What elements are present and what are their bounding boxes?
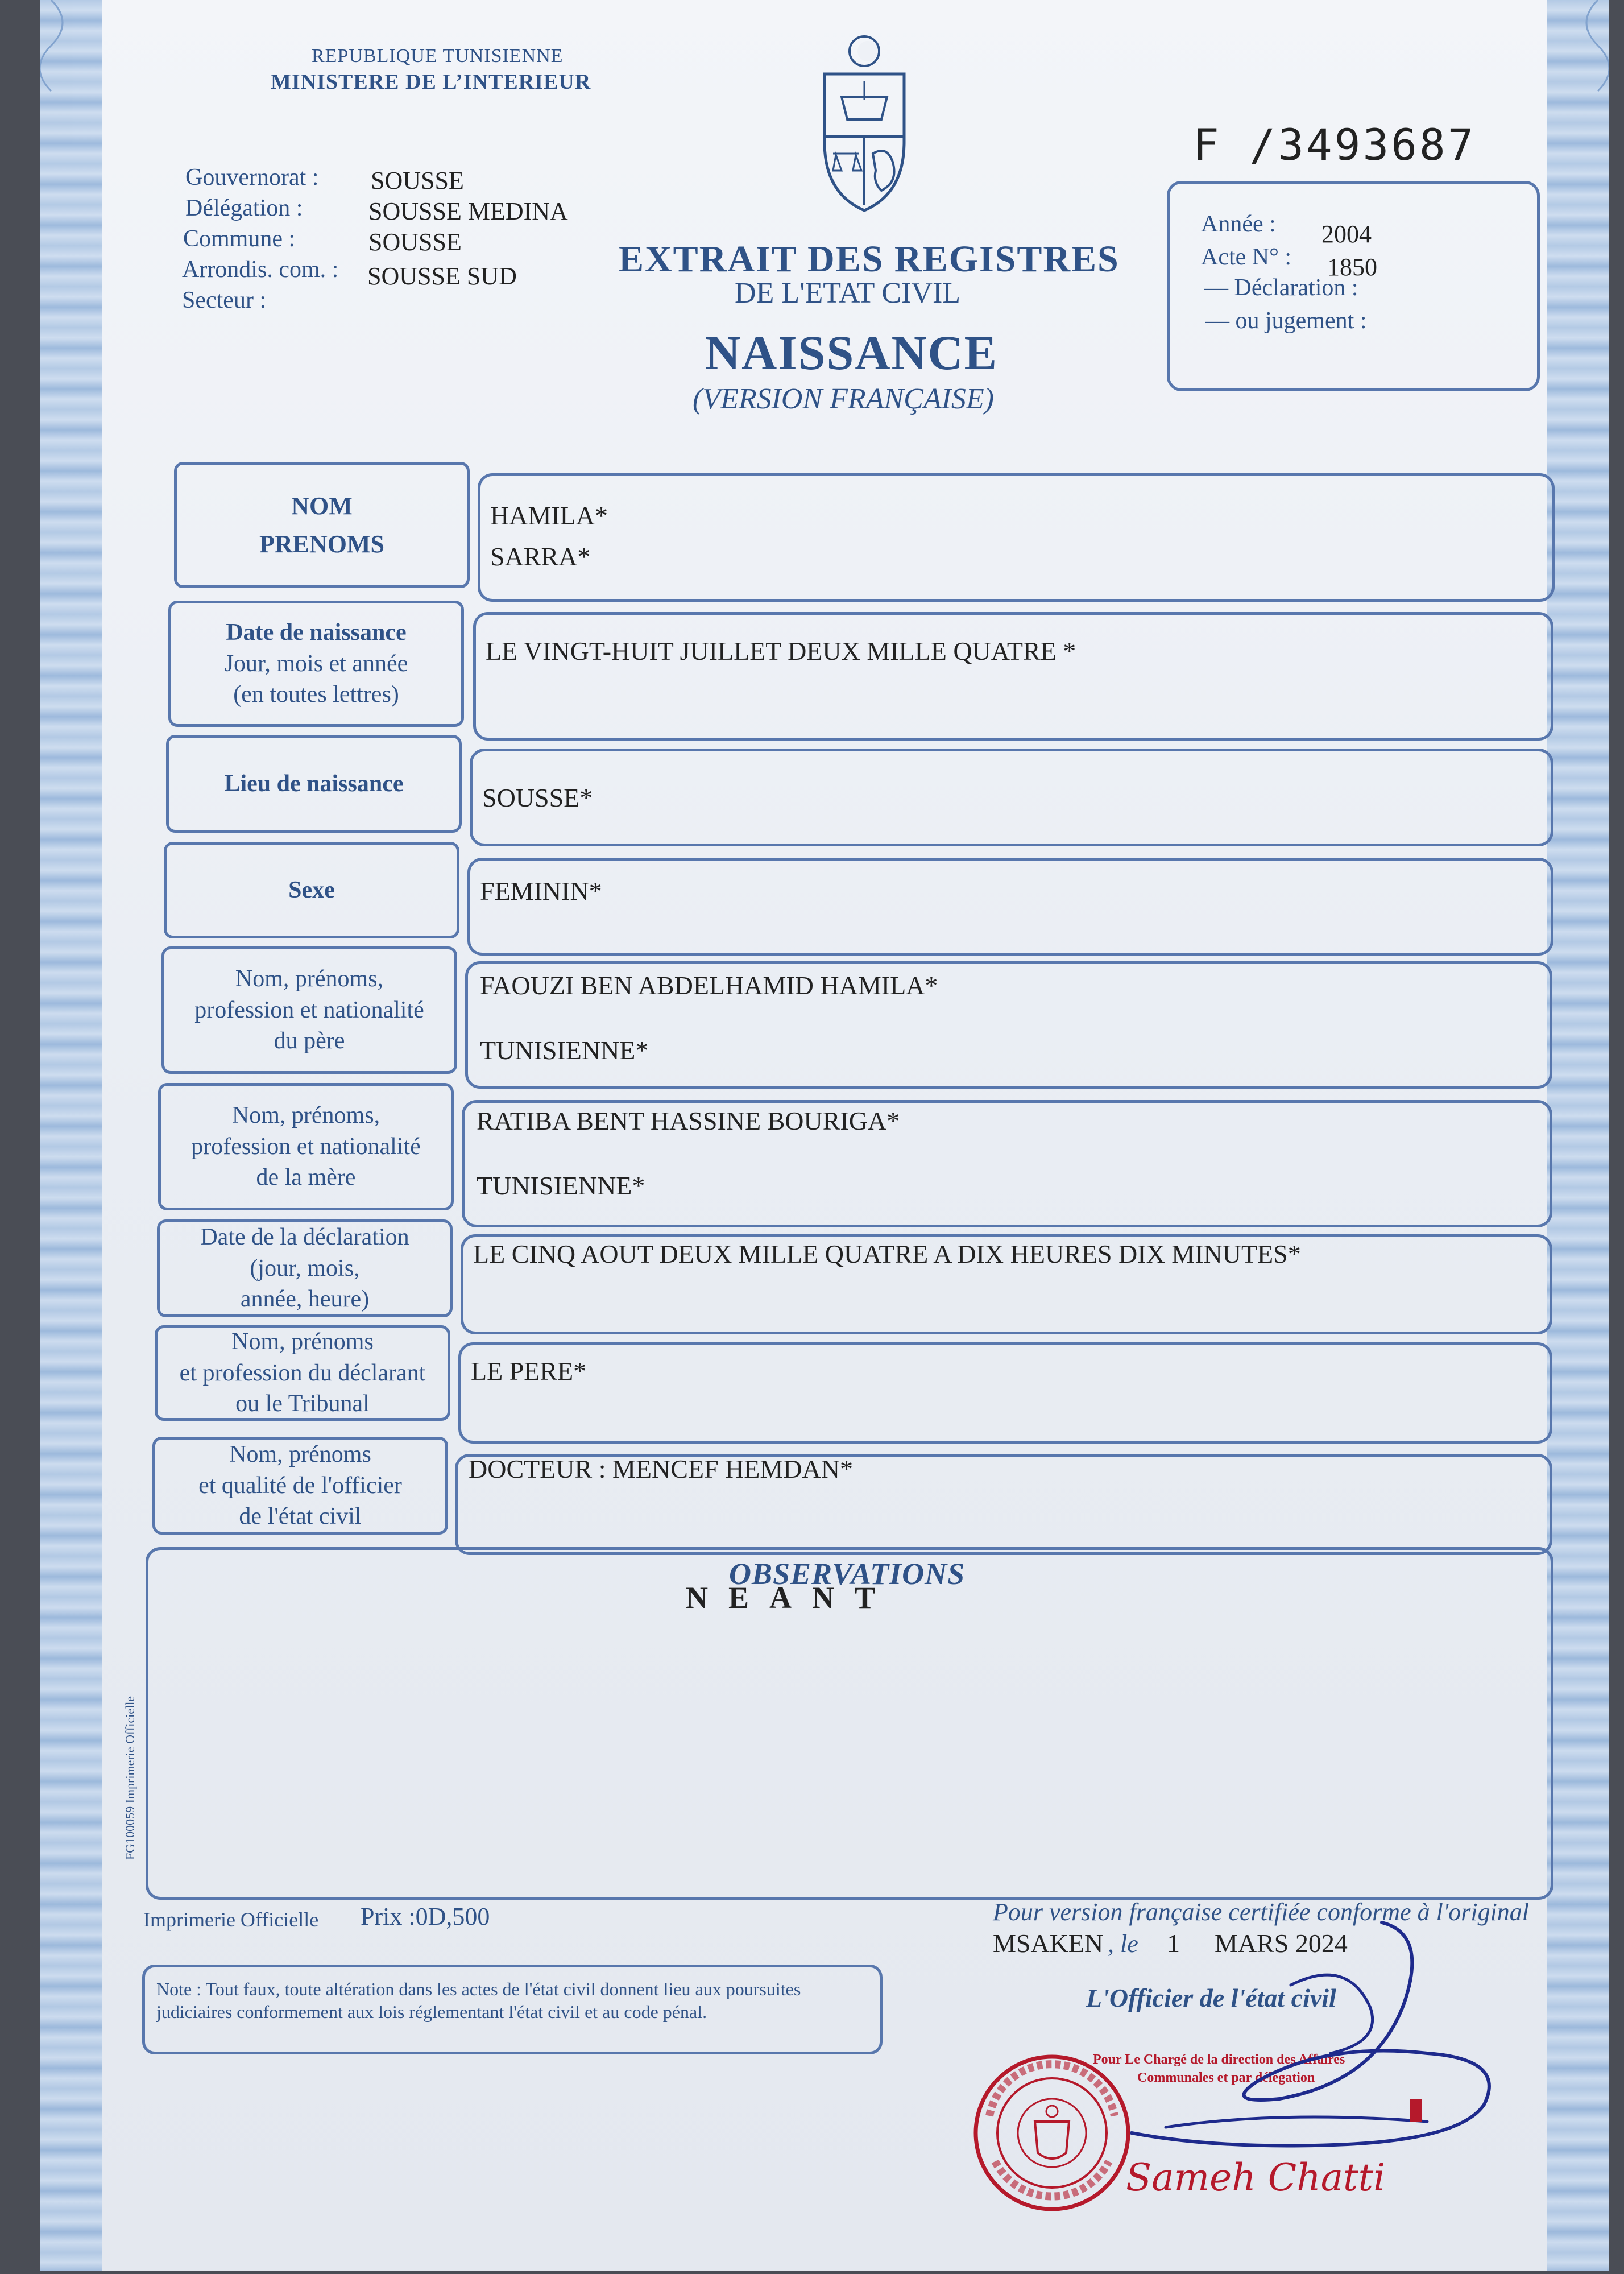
sex-box <box>467 858 1553 956</box>
commune-value: SOUSSE <box>368 228 462 256</box>
signatory-name: Sameh Chatti <box>1126 2156 1386 2199</box>
birth-place-label <box>166 735 462 833</box>
issue-place: MSAKEN <box>993 1929 1104 1958</box>
mother-nationality-value: TUNISIENNE* <box>477 1171 645 1200</box>
declarant-label-line3: ou le Tribunal <box>235 1391 370 1417</box>
extract-title: EXTRAIT DES REGISTRES <box>619 238 1120 280</box>
issue-le-label: , le <box>1108 1930 1138 1958</box>
registrar-label-line2: et qualité de l'officier <box>198 1472 402 1499</box>
declarant-box <box>458 1342 1552 1444</box>
printer-name: Imprimerie Officielle <box>143 1908 319 1931</box>
declaration-date-label <box>157 1219 453 1317</box>
sex-value: FEMININ* <box>480 876 602 906</box>
printer-code-vertical: FG100059 Imprimerie Officielle <box>123 1696 137 1860</box>
birth-place-label-text: Lieu de naissance <box>224 770 404 797</box>
declarant-value: LE PERE* <box>471 1357 587 1386</box>
annee-label: Année : <box>1201 211 1276 237</box>
birth-date-label-line3: (en toutes lettres) <box>233 681 399 708</box>
birth-date-label <box>168 601 464 727</box>
acte-number-label: Acte N° : <box>1201 244 1292 270</box>
prenoms-label: PRENOMS <box>259 530 384 558</box>
arrondissement-value: SOUSSE SUD <box>367 262 517 290</box>
name-field-box <box>478 473 1555 602</box>
issue-day: 1 <box>1167 1929 1180 1958</box>
document-serial-number: F /3493687 <box>1193 119 1476 170</box>
observations-value: NEANT <box>686 1581 896 1615</box>
declarant-label <box>155 1325 450 1421</box>
ministry-heading: MINISTERE DE L’INTERIEUR <box>271 70 591 94</box>
guilloche-border-left <box>40 0 102 2271</box>
father-nationality-value: TUNISIENNE* <box>480 1036 649 1065</box>
sex-label-text: Sexe <box>288 876 335 903</box>
stamp-text-line2: Communales et par délégation <box>1137 2070 1315 2085</box>
handwritten-signature <box>1109 1911 1552 2178</box>
delegation-value: SOUSSE MEDINA <box>368 197 568 225</box>
name-field-label <box>174 462 470 588</box>
french-version-title: (VERSION FRANÇAISE) <box>693 383 994 415</box>
birth-title: NAISSANCE <box>705 325 999 380</box>
mother-name-value: RATIBA BENT HASSINE BOURIGA* <box>477 1106 900 1135</box>
delegation-label: Délégation : <box>185 195 303 221</box>
declaration-date-label-line1: Date de la déclaration <box>200 1224 409 1251</box>
father-label-line2: profession et nationalité <box>194 997 424 1023</box>
registrar-value: DOCTEUR : MENCEF HEMDAN* <box>469 1454 853 1483</box>
father-label <box>161 946 457 1074</box>
declaration-date-label-line2: (jour, mois, <box>250 1255 360 1281</box>
price: Prix :0D,500 <box>361 1903 490 1930</box>
legal-note-text: Note : Tout faux, toute altération dans les actes de l'état civil donnent lieu aux poursuites judiciaires conformement aux lois réglementant l'état civil et au code pénal. <box>156 1979 801 2022</box>
secteur-label: Secteur : <box>182 287 267 313</box>
declaration-label: — Déclaration : <box>1204 275 1358 301</box>
birth-place-box <box>470 749 1553 846</box>
stamp-text-line1: Pour Le Chargé de la direction des Affaires <box>1093 2052 1345 2067</box>
prenoms-value: SARRA* <box>490 542 591 571</box>
coat-of-arms-emblem <box>802 28 927 216</box>
observations-title: OBSERVATIONS <box>729 1557 966 1591</box>
arrondissement-label: Arrondis. com. : <box>182 257 339 283</box>
republic-heading: REPUBLIQUE TUNISIENNE <box>312 46 564 67</box>
legal-note-box <box>142 1965 883 2054</box>
birth-place-value: SOUSSE* <box>482 783 593 812</box>
birth-date-box <box>473 612 1553 741</box>
registrar-label-line1: Nom, prénoms <box>229 1441 371 1468</box>
officer-title: L'Officier de l'état civil <box>1086 1983 1336 2012</box>
registrar-label <box>152 1437 448 1535</box>
sex-label <box>164 842 459 938</box>
certificate-paper <box>40 0 1609 2271</box>
commune-label: Commune : <box>183 226 296 252</box>
father-label-line1: Nom, prénoms, <box>235 966 384 993</box>
mother-label-line1: Nom, prénoms, <box>231 1102 380 1129</box>
declaration-date-label-line3: année, heure) <box>240 1286 370 1313</box>
annee-value: 2004 <box>1321 220 1372 248</box>
declarant-label-line1: Nom, prénoms <box>231 1329 374 1355</box>
nom-label: NOM <box>291 491 353 520</box>
certification-line: Pour version française certifiée conforme à l'original <box>993 1898 1530 1926</box>
birth-date-label-line1: Date de naissance <box>226 619 407 646</box>
jugement-label: — ou jugement : <box>1205 308 1367 334</box>
father-name-value: FAOUZI BEN ABDELHAMID HAMILA* <box>480 971 938 1000</box>
mother-label <box>158 1083 454 1210</box>
birth-date-label-line2: Jour, mois et année <box>224 650 408 677</box>
mother-label-line3: de la mère <box>256 1164 356 1191</box>
declaration-date-value: LE CINQ AOUT DEUX MILLE QUATRE A DIX HEURES DIX MINUTES* <box>473 1239 1301 1268</box>
civil-status-title: DE L'ETAT CIVIL <box>735 277 961 309</box>
gouvernorat-value: SOUSSE <box>371 167 464 195</box>
issue-date: MARS 2024 <box>1215 1929 1348 1958</box>
guilloche-border-right <box>1547 0 1609 2271</box>
mother-label-line2: profession et nationalité <box>191 1133 421 1160</box>
nom-value: HAMILA* <box>490 501 608 530</box>
declarant-label-line2: et profession du déclarant <box>179 1359 426 1386</box>
gouvernorat-label: Gouvernorat : <box>185 164 319 191</box>
father-label-line3: du père <box>274 1028 345 1055</box>
acte-number-value: 1850 <box>1327 253 1377 281</box>
registrar-label-line3: de l'état civil <box>239 1503 362 1530</box>
birth-date-value: LE VINGT-HUIT JUILLET DEUX MILLE QUATRE * <box>486 636 1076 665</box>
